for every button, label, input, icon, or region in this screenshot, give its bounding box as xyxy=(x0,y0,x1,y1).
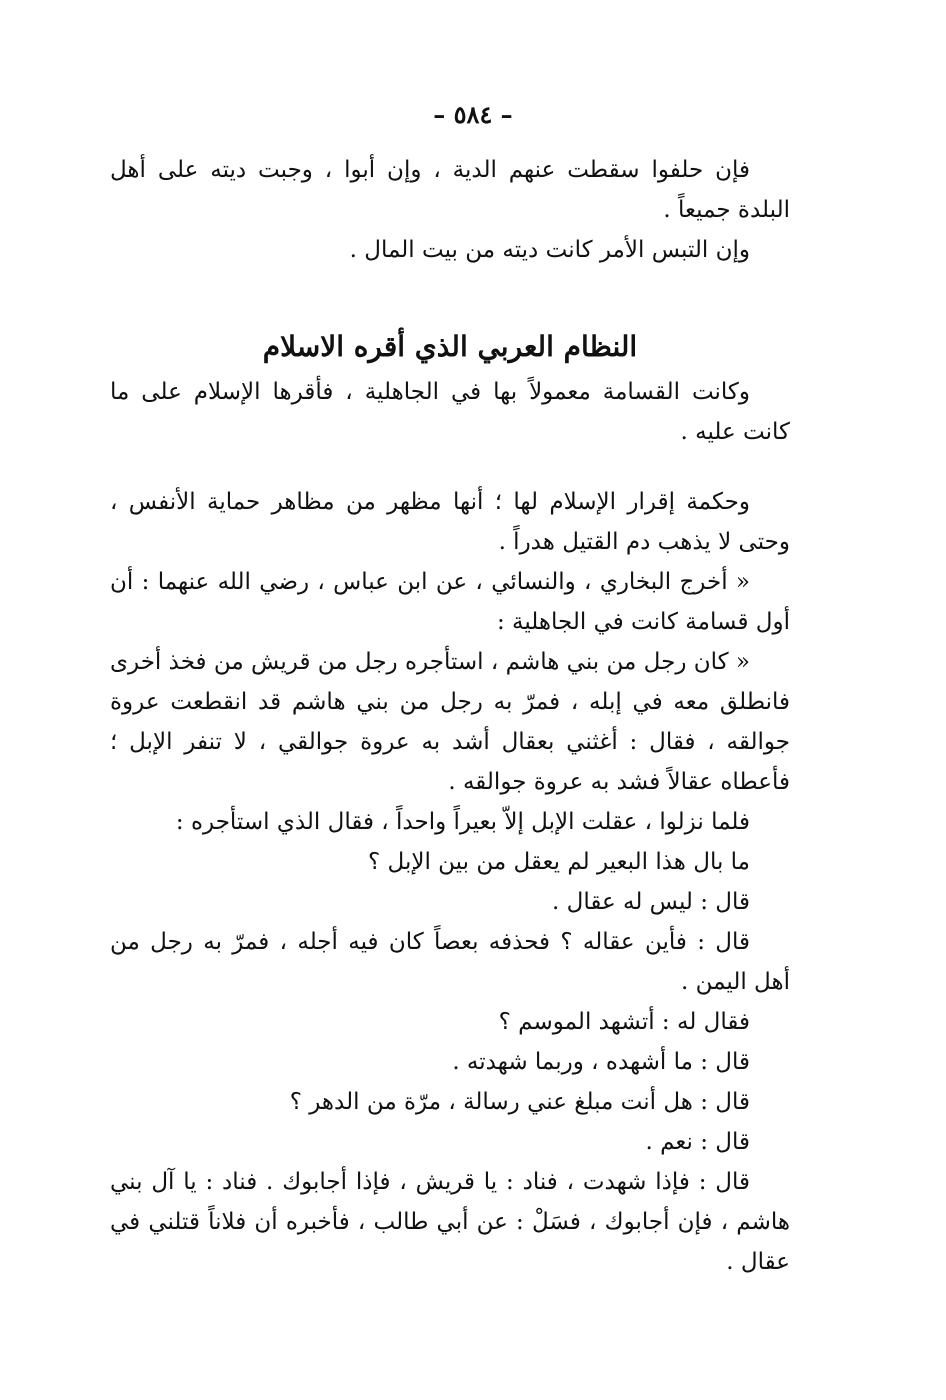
paragraph: وكانت القسامة معمولاً بها في الجاهلية ، فأقرها الإسلام على ما كانت عليه . xyxy=(110,379,790,445)
dialogue-line: فقال له : أتشهد الموسم ؟ xyxy=(498,1009,750,1035)
dialogue-line: ما بال هذا البعير لم يعقل من بين الإبل ؟ xyxy=(368,849,750,875)
paragraph: « أخرج البخاري ، والنسائي ، عن ابن عباس ، رضي الله عنهما : أن أول قسامة كانت في الجاهلية : xyxy=(110,569,790,635)
section-heading: النظام العربي الذي أقره الاسلام xyxy=(262,330,638,363)
paragraph: فإن حلفوا سقطت عنهم الدية ، وإن أبوا ، وجبت ديته على أهل البلدة جميعاً . xyxy=(110,157,790,223)
dialogue-line: قال : نعم . xyxy=(645,1129,750,1155)
page-body xyxy=(110,150,790,1282)
page-number: – ٥٨٤ – xyxy=(433,100,513,129)
spacer xyxy=(110,270,790,322)
paragraph: وحكمة إقرار الإسلام لها ؛ أنها مظهر من مظاهر حماية الأنفس ، وحتى لا يذهب دم القتيل هدراً . xyxy=(110,489,790,555)
dialogue-line: قال : فأين عقاله ؟ فحذفه بعصاً كان فيه أجله ، فمرّ به رجل من أهل اليمن . xyxy=(110,929,790,995)
paragraph: « كان رجل من بني هاشم ، استأجره رجل من قريش من فخذ أخرى فانطلق معه في إبله ، فمرّ به رجل من بني هاشم قد انقطعت عروة جوالقه ، فقال : أغثني بعقال أشد به عروة جوالقي ، لا تنفر الإبل ؛ فأعطاه عقالاً فشد به عروة جوالقه . xyxy=(110,649,790,795)
dialogue-line: قال : ما أشهده ، وربما شهدته . xyxy=(452,1049,750,1075)
dialogue-line: فلما نزلوا ، عقلت الإبل إلاّ بعيراً واحداً ، فقال الذي استأجره : xyxy=(175,809,750,835)
paragraph: وإن التبس الأمر كانت ديته من بيت المال . xyxy=(349,237,750,263)
dialogue-line: قال : ليس له عقال . xyxy=(551,889,750,915)
dialogue-line: قال : فإذا شهدت ، فناد : يا قريش ، فإذا أجابوك . فناد : يا آل بني هاشم ، فإن أجابوك ، فسَلْ : عن أبي طالب ، فأخبره أن فلاناً قتلني في عقال . xyxy=(110,1169,790,1275)
dialogue-line: قال : هل أنت مبلغ عني رسالة ، مرّة من الدهر ؟ xyxy=(289,1089,750,1115)
spacer xyxy=(110,452,790,482)
